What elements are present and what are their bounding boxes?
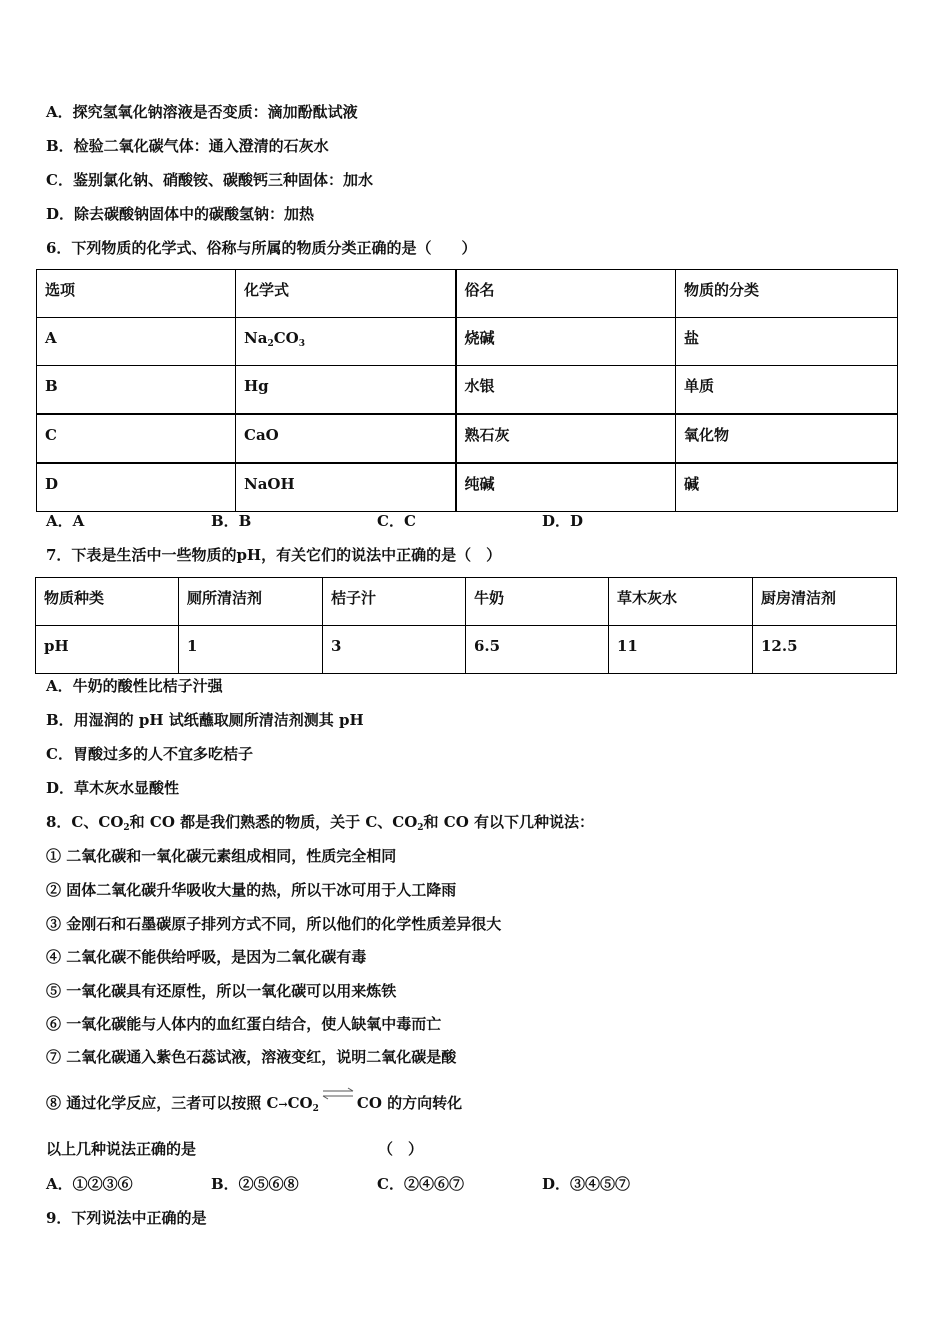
- q8-answer-paren: （ ）: [378, 1140, 424, 1158]
- q6-common-name-cell: 水银: [456, 366, 676, 415]
- q8-stem-part: 和 CO 都是我们熟悉的物质，关于 C、CO: [129, 813, 418, 831]
- q7-option-d: D．草木灰水显酸性: [46, 779, 180, 797]
- q6-formula-cell: CaO: [236, 414, 456, 463]
- q7-value-cell: 1: [179, 626, 323, 674]
- q5-option-d: D．除去碳酸钠固体中的碳酸氢钠：加热: [46, 205, 315, 223]
- q6-option-cell: D: [37, 463, 236, 512]
- q8-stem-part: 和 CO 有以下几种说法：: [423, 813, 594, 831]
- q6-choice-d: D．D: [542, 512, 584, 530]
- q5-option-a: A．探究氢氧化钠溶液是否变质：滴加酚酞试液: [46, 103, 358, 121]
- formula-part: Na: [244, 329, 268, 347]
- q8-statement-5: ⑤ 一氧化碳具有还原性，所以一氧化碳可以用来炼铁: [46, 982, 397, 1000]
- q7-value-cell: 6.5: [466, 626, 609, 674]
- q7-value-cell: 11: [609, 626, 753, 674]
- q6-header-row: [37, 270, 898, 318]
- q7-header-cell: 物质种类: [36, 578, 179, 626]
- q7-value-cell: 3: [323, 626, 466, 674]
- q6-option-cell: A: [37, 318, 236, 366]
- q6-option-cell: C: [37, 414, 236, 463]
- q6-row-a: [37, 318, 898, 366]
- q8-choice-c: C．②④⑥⑦: [377, 1175, 464, 1193]
- q8-choice-d: D．③④⑤⑦: [542, 1175, 631, 1193]
- q6-common-name-cell: 熟石灰: [456, 414, 676, 463]
- q8-s8-part: CO 的方向转化: [356, 1094, 463, 1112]
- q8-statement-2: ② 固体二氧化碳升华吸收大量的热，所以干冰可用于人工降雨: [46, 881, 457, 899]
- q7-option-b: B．用湿润的 pH 试纸蘸取厕所清洁剂测其 pH: [46, 711, 364, 729]
- q7-header-cell: 草木灰水: [609, 578, 753, 626]
- q6-category-cell: 盐: [676, 318, 898, 366]
- q6-choices: [46, 510, 846, 532]
- q8-stem-part: 8．C、CO: [46, 813, 124, 831]
- q8-stem: [46, 811, 594, 839]
- q8-s8-arrow: →: [278, 1098, 288, 1111]
- q6-row-b: [37, 366, 898, 415]
- q7-header-cell: 厕所清洁剂: [179, 578, 323, 626]
- q7-value-cell: 12.5: [753, 626, 897, 674]
- q8-conclusion: 以上几种说法正确的是: [46, 1140, 197, 1158]
- q6-stem: 6．下列物质的化学式、俗称与所属的物质分类正确的是（ ）: [46, 239, 477, 257]
- q8-choice-a: A．①②③⑥: [46, 1175, 133, 1193]
- equilibrium-arrow-icon: [319, 1092, 357, 1114]
- q8-statement-8: [46, 1092, 462, 1120]
- q8-s8-part: ⑧ 通过化学反应，三者可以按照 C: [46, 1094, 279, 1112]
- q6-category-cell: 氧化物: [676, 414, 898, 463]
- q5-option-b: B．检验二氧化碳气体：通入澄清的石灰水: [46, 137, 329, 155]
- q6-common-name-cell: 烧碱: [456, 318, 676, 366]
- q6-category-cell: 碱: [676, 463, 898, 512]
- formula-subscript: 3: [298, 339, 305, 349]
- q6-formula-cell: [236, 318, 456, 366]
- q9-stem: 9．下列说法中正确的是: [46, 1209, 207, 1227]
- q8-s8-part: CO: [287, 1094, 313, 1112]
- q8-subscript: 2: [417, 823, 424, 833]
- q7-value-cell: pH: [36, 626, 179, 674]
- q5-option-c: C．鉴别氯化钠、硝酸铵、碳酸钙三种固体：加水: [46, 171, 373, 189]
- q6-row-c: [37, 414, 898, 463]
- q7-option-c: C．胃酸过多的人不宜多吃桔子: [46, 745, 253, 763]
- q8-statement-6: ⑥ 一氧化碳能与人体内的血红蛋白结合，使人缺氧中毒而亡: [46, 1015, 442, 1033]
- q6-option-cell: B: [37, 366, 236, 415]
- q6-choice-a: A．A: [46, 512, 85, 530]
- q8-statement-1: ① 二氧化碳和一氧化碳元素组成相同，性质完全相同: [46, 847, 397, 865]
- q8-statement-4: ④ 二氧化碳不能供给呼吸，是因为二氧化碳有毒: [46, 948, 367, 966]
- q7-table: [35, 577, 897, 674]
- q8-conclusion-row: [46, 1138, 846, 1160]
- q6-row-d: [37, 463, 898, 512]
- q8-choice-b: B．②⑤⑥⑧: [211, 1175, 299, 1193]
- q7-header-row: [36, 578, 897, 626]
- q6-header-cell: 物质的分类: [676, 270, 898, 318]
- q8-statement-7: ⑦ 二氧化碳通入紫色石蕊试液，溶液变红，说明二氧化碳是酸: [46, 1048, 457, 1066]
- q6-common-name-cell: 纯碱: [456, 463, 676, 512]
- q7-header-cell: 桔子汁: [323, 578, 466, 626]
- formula-part: CO: [273, 329, 299, 347]
- q6-choice-b: B．B: [211, 512, 252, 530]
- q7-header-cell: 牛奶: [466, 578, 609, 626]
- q6-header-cell: 化学式: [236, 270, 456, 318]
- q6-formula-cell: NaOH: [236, 463, 456, 512]
- q8-subscript: 2: [123, 823, 130, 833]
- q6-header-cell: 俗名: [456, 270, 676, 318]
- q6-table: [36, 269, 898, 512]
- q7-ph-row: [36, 626, 897, 674]
- q6-category-cell: 单质: [676, 366, 898, 415]
- q6-formula-cell: Hg: [236, 366, 456, 415]
- formula-subscript: 2: [267, 339, 274, 349]
- q8-s8-subscript: 2: [312, 1104, 319, 1114]
- q7-stem: 7．下表是生活中一些物质的pH，有关它们的说法中正确的是（ ）: [46, 546, 502, 564]
- q8-statement-3: ③ 金刚石和石墨碳原子排列方式不同，所以他们的化学性质差异很大: [46, 915, 502, 933]
- q7-header-cell: 厨房清洁剂: [753, 578, 897, 626]
- q7-option-a: A．牛奶的酸性比桔子汁强: [46, 677, 223, 695]
- q6-choice-c: C．C: [377, 512, 416, 530]
- q6-header-cell: 选项: [37, 270, 236, 318]
- q8-choices: [46, 1173, 846, 1195]
